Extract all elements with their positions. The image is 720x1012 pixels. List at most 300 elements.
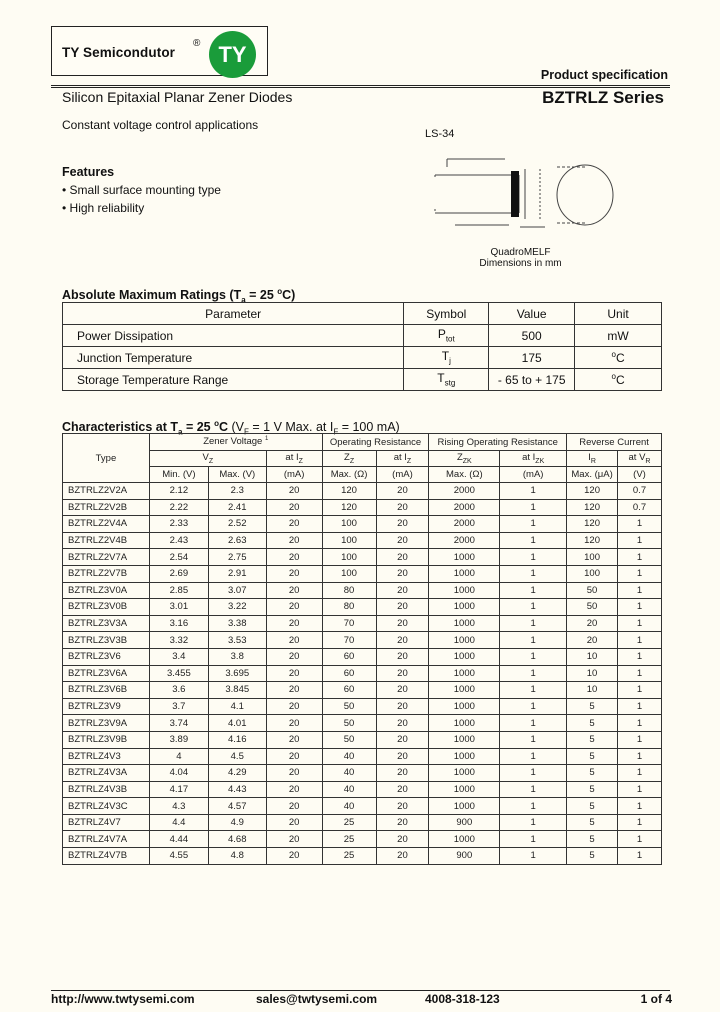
value-cell: 20 [376, 499, 429, 516]
value-cell: 1 [618, 632, 662, 649]
value-cell: 100 [322, 565, 376, 582]
value-cell: 1000 [429, 665, 500, 682]
type-cell: BZTRLZ4V7A [63, 831, 150, 848]
sym-at-iz: at $I_Z$ [266, 451, 322, 467]
value-cell: 1000 [429, 831, 500, 848]
sym-at-iz-2: at $I_Z$ [376, 451, 429, 467]
value-cell: 25 [322, 814, 376, 831]
value-cell: 50 [322, 731, 376, 748]
value-cell: 20 [376, 665, 429, 682]
value-cell: 1 [618, 665, 662, 682]
unit-v: (V) [618, 467, 662, 483]
value-cell: 40 [322, 765, 376, 782]
value-cell: 10 [567, 648, 618, 665]
value-cell: 20 [266, 632, 322, 649]
unit-header-row [63, 467, 662, 483]
value-cell: 3.845 [208, 682, 266, 699]
footer-page-number: 1 of 4 [640, 992, 672, 1006]
value-cell: 20 [376, 731, 429, 748]
value-cell: 3.455 [149, 665, 208, 682]
value-cell: 1000 [429, 582, 500, 599]
table-row [63, 831, 662, 848]
value-cell: 1 [500, 798, 567, 815]
value-cell: 4.44 [149, 831, 208, 848]
value-cell: 50 [322, 715, 376, 732]
value-cell: 20 [266, 781, 322, 798]
value-cell: 3.74 [149, 715, 208, 732]
value-cell: 1 [618, 715, 662, 732]
feature-item: • Small surface mounting type [62, 183, 221, 197]
value-cell: 20 [376, 483, 429, 500]
type-cell: BZTRLZ2V2A [63, 483, 150, 500]
unit-ma: (mA) [500, 467, 567, 483]
value-cell: 10 [567, 682, 618, 699]
value-cell: 20 [376, 814, 429, 831]
value-cell: 20 [266, 565, 322, 582]
value-cell: 900 [429, 848, 500, 865]
value-cell: 20 [266, 798, 322, 815]
sym-ir: $I_R$ [567, 451, 618, 467]
unit-cell: mW [575, 325, 662, 347]
value-cell: 1 [500, 831, 567, 848]
type-cell: BZTRLZ3V6 [63, 648, 150, 665]
value-cell: 1 [618, 648, 662, 665]
value-cell: 20 [266, 532, 322, 549]
value-cell: 1000 [429, 565, 500, 582]
value-cell: 2.12 [149, 483, 208, 500]
type-cell: BZTRLZ2V4A [63, 516, 150, 533]
value-cell: 1000 [429, 748, 500, 765]
col-unit: Unit [575, 303, 662, 325]
value-cell: 4.8 [208, 848, 266, 865]
value-cell: 175 [489, 347, 575, 369]
value-cell: 5 [567, 731, 618, 748]
value-cell: 1 [618, 831, 662, 848]
value-cell: 120 [567, 483, 618, 500]
footer-email[interactable]: sales@twtysemi.com [256, 992, 378, 1006]
series-title: BZTRLZ Series [542, 88, 664, 107]
value-cell: 20 [376, 682, 429, 699]
value-cell: 1 [618, 516, 662, 533]
table-row [63, 499, 662, 516]
value-cell: 20 [376, 615, 429, 632]
value-cell: 100 [567, 565, 618, 582]
value-cell: 2.85 [149, 582, 208, 599]
value-cell: 1 [500, 516, 567, 533]
value-cell: 1000 [429, 798, 500, 815]
value-cell: 1 [618, 565, 662, 582]
col-zener-voltage: Zener Voltage $^1$ [149, 434, 322, 451]
type-cell: BZTRLZ2V2B [63, 499, 150, 516]
value-cell: 120 [322, 483, 376, 500]
value-cell: 2.33 [149, 516, 208, 533]
company-logo: TY [209, 31, 256, 78]
value-cell: 50 [567, 582, 618, 599]
value-cell: 2000 [429, 516, 500, 533]
value-cell: 20 [567, 615, 618, 632]
value-cell: 100 [322, 549, 376, 566]
value-cell: 500 [489, 325, 575, 347]
value-cell: 2.41 [208, 499, 266, 516]
value-cell: 5 [567, 715, 618, 732]
value-cell: 4.01 [208, 715, 266, 732]
value-cell: 20 [376, 798, 429, 815]
type-cell: BZTRLZ4V3 [63, 748, 150, 765]
value-cell: 2.43 [149, 532, 208, 549]
type-cell: BZTRLZ4V3A [63, 765, 150, 782]
value-cell: 50 [567, 599, 618, 616]
table-row [63, 532, 662, 549]
value-cell: 25 [322, 831, 376, 848]
value-cell: 5 [567, 848, 618, 865]
value-cell: 1 [618, 582, 662, 599]
table-row [63, 549, 662, 566]
value-cell: 20 [266, 516, 322, 533]
value-cell: 120 [322, 499, 376, 516]
value-cell: - 65 to + 175 [489, 369, 575, 391]
value-cell: 5 [567, 748, 618, 765]
unit-ma: (mA) [376, 467, 429, 483]
table-row [63, 814, 662, 831]
value-cell: 20 [266, 765, 322, 782]
table-row [63, 765, 662, 782]
value-cell: 1000 [429, 715, 500, 732]
value-cell: 4 [149, 748, 208, 765]
param-cell: Storage Temperature Range [63, 369, 404, 391]
value-cell: 1000 [429, 615, 500, 632]
sym-vz: $V_Z$ [149, 451, 266, 467]
type-cell: BZTRLZ4V7B [63, 848, 150, 865]
value-cell: 60 [322, 665, 376, 682]
value-cell: 20 [266, 715, 322, 732]
value-cell: 20 [376, 781, 429, 798]
value-cell: 2.54 [149, 549, 208, 566]
table-row [63, 599, 662, 616]
value-cell: 100 [322, 516, 376, 533]
value-cell: 1 [500, 814, 567, 831]
value-cell: 1 [618, 615, 662, 632]
value-cell: 60 [322, 682, 376, 699]
value-cell: 20 [266, 682, 322, 699]
doc-subtitle: Constant voltage control applications [62, 118, 259, 132]
value-cell: 4.04 [149, 765, 208, 782]
value-cell: 20 [266, 848, 322, 865]
value-cell: 2.63 [208, 532, 266, 549]
value-cell: 10 [567, 665, 618, 682]
value-cell: 120 [567, 532, 618, 549]
value-cell: 4.16 [208, 731, 266, 748]
feature-item: • High reliability [62, 201, 145, 215]
value-cell: 5 [567, 765, 618, 782]
footer-url[interactable]: http://www.twtysemi.com [51, 992, 195, 1006]
value-cell: 1 [500, 698, 567, 715]
value-cell: 1 [618, 682, 662, 699]
value-cell: 4.1 [208, 698, 266, 715]
table-row [63, 369, 662, 391]
value-cell: 4.4 [149, 814, 208, 831]
value-cell: 1 [500, 748, 567, 765]
value-cell: 1000 [429, 682, 500, 699]
table-row [63, 781, 662, 798]
value-cell: 1 [618, 698, 662, 715]
value-cell: 1 [500, 599, 567, 616]
value-cell: 1 [500, 848, 567, 865]
table-row [63, 715, 662, 732]
type-cell: BZTRLZ3V0B [63, 599, 150, 616]
value-cell: 4.68 [208, 831, 266, 848]
value-cell: 1 [500, 549, 567, 566]
table-row [63, 698, 662, 715]
type-cell: BZTRLZ4V3B [63, 781, 150, 798]
value-cell: 1 [618, 599, 662, 616]
value-cell: 4.17 [149, 781, 208, 798]
value-cell: 40 [322, 798, 376, 815]
ratings-header-row [63, 303, 662, 325]
header-rule [51, 85, 670, 86]
value-cell: 20 [376, 848, 429, 865]
value-cell: 3.89 [149, 731, 208, 748]
type-cell: BZTRLZ2V4B [63, 532, 150, 549]
value-cell: 1 [618, 748, 662, 765]
value-cell: 5 [567, 698, 618, 715]
value-cell: 1000 [429, 549, 500, 566]
type-cell: BZTRLZ3V9 [63, 698, 150, 715]
type-cell: BZTRLZ4V3C [63, 798, 150, 815]
value-cell: 20 [266, 748, 322, 765]
value-cell: 4.57 [208, 798, 266, 815]
value-cell: 40 [322, 781, 376, 798]
value-cell: 60 [322, 648, 376, 665]
value-cell: 20 [376, 831, 429, 848]
value-cell: 2.22 [149, 499, 208, 516]
value-cell: 1000 [429, 765, 500, 782]
value-cell: 4.5 [208, 748, 266, 765]
unit-max-v: Max. (V) [208, 467, 266, 483]
value-cell: 2.75 [208, 549, 266, 566]
value-cell: 1 [500, 499, 567, 516]
value-cell: 20 [266, 549, 322, 566]
value-cell: 3.22 [208, 599, 266, 616]
sym-zz: $Z_Z$ [322, 451, 376, 467]
value-cell: 1 [500, 615, 567, 632]
value-cell: 20 [376, 599, 429, 616]
value-cell: 20 [266, 648, 322, 665]
table-row [63, 615, 662, 632]
value-cell: 1 [500, 483, 567, 500]
unit-min-v: Min. (V) [149, 467, 208, 483]
value-cell: 80 [322, 599, 376, 616]
table-row [63, 325, 662, 347]
type-cell: BZTRLZ3V0A [63, 582, 150, 599]
value-cell: 3.6 [149, 682, 208, 699]
param-cell: Power Dissipation [63, 325, 404, 347]
unit-max-ua: Max. (μA) [567, 467, 618, 483]
col-parameter: Parameter [63, 303, 404, 325]
value-cell: 4.9 [208, 814, 266, 831]
value-cell: 120 [567, 499, 618, 516]
value-cell: 20 [376, 516, 429, 533]
characteristics-heading: Characteristics at $T_a = 25$ $^o$C ($V_F = 1$ V Max. at $I_F = 100$ mA) [62, 419, 400, 437]
value-cell: 3.32 [149, 632, 208, 649]
value-cell: 1000 [429, 599, 500, 616]
value-cell: 1000 [429, 781, 500, 798]
characteristics-table [62, 433, 662, 865]
value-cell: 2000 [429, 483, 500, 500]
value-cell: 100 [322, 532, 376, 549]
sym-zzk: $Z_{ZK}$ [429, 451, 500, 467]
value-cell: 20 [266, 483, 322, 500]
value-cell: 1 [618, 814, 662, 831]
table-row [63, 798, 662, 815]
table-row [63, 648, 662, 665]
value-cell: 4.29 [208, 765, 266, 782]
table-row [63, 848, 662, 865]
ratings-table [62, 302, 662, 391]
value-cell: 20 [266, 698, 322, 715]
features-heading: Features [62, 165, 115, 179]
value-cell: 1 [618, 765, 662, 782]
group-header-row [63, 434, 662, 451]
table-row [63, 582, 662, 599]
value-cell: 120 [567, 516, 618, 533]
type-cell: BZTRLZ3V3B [63, 632, 150, 649]
value-cell: 40 [322, 748, 376, 765]
symbol-cell: $T_{stg}$ [404, 369, 489, 391]
table-row [63, 682, 662, 699]
unit-cell: $^o$C [575, 347, 662, 369]
value-cell: 20 [266, 599, 322, 616]
value-cell: 20 [376, 648, 429, 665]
type-cell: BZTRLZ4V7 [63, 814, 150, 831]
value-cell: 1 [618, 532, 662, 549]
value-cell: 1 [618, 798, 662, 815]
value-cell: 1 [500, 665, 567, 682]
col-value: Value [489, 303, 575, 325]
value-cell: 1000 [429, 632, 500, 649]
value-cell: 4.3 [149, 798, 208, 815]
value-cell: 100 [567, 549, 618, 566]
value-cell: 2.69 [149, 565, 208, 582]
type-cell: BZTRLZ3V6B [63, 682, 150, 699]
value-cell: 0.7 [618, 499, 662, 516]
value-cell: 1000 [429, 648, 500, 665]
value-cell: 50 [322, 698, 376, 715]
symbol-header-row [63, 451, 662, 467]
value-cell: 1 [500, 731, 567, 748]
value-cell: 1 [500, 715, 567, 732]
value-cell: 80 [322, 582, 376, 599]
type-cell: BZTRLZ3V9A [63, 715, 150, 732]
value-cell: 20 [376, 532, 429, 549]
sym-at-vr: at $V_R$ [618, 451, 662, 467]
unit-max-ohm: Max. (Ω) [322, 467, 376, 483]
col-rising-operating-resistance: Rising Operating Resistance [429, 434, 567, 451]
type-cell: BZTRLZ2V7A [63, 549, 150, 566]
value-cell: 1000 [429, 731, 500, 748]
type-cell: BZTRLZ3V3A [63, 615, 150, 632]
sym-at-izk: at $I_{ZK}$ [500, 451, 567, 467]
value-cell: 20 [376, 698, 429, 715]
value-cell: 5 [567, 798, 618, 815]
table-row [63, 731, 662, 748]
value-cell: 1 [500, 532, 567, 549]
table-row [63, 483, 662, 500]
type-cell: BZTRLZ2V7B [63, 565, 150, 582]
package-drawing [425, 155, 625, 245]
ratings-heading: Absolute Maximum Ratings ($T_a = 25$ $^o$C) [62, 287, 296, 305]
value-cell: 20 [567, 632, 618, 649]
value-cell: 20 [266, 731, 322, 748]
symbol-cell: $T_j$ [404, 347, 489, 369]
value-cell: 1000 [429, 698, 500, 715]
cathode-band [511, 171, 519, 217]
unit-ma: (mA) [266, 467, 322, 483]
symbol-cell: $P_{tot}$ [404, 325, 489, 347]
value-cell: 4.43 [208, 781, 266, 798]
value-cell: 20 [266, 499, 322, 516]
table-row [63, 347, 662, 369]
table-row [63, 565, 662, 582]
value-cell: 1 [500, 765, 567, 782]
value-cell: 20 [376, 632, 429, 649]
value-cell: 2.52 [208, 516, 266, 533]
col-symbol: Symbol [404, 303, 489, 325]
value-cell: 20 [376, 582, 429, 599]
unit-max-ohm: Max. (Ω) [429, 467, 500, 483]
value-cell: 3.8 [208, 648, 266, 665]
value-cell: 1 [618, 549, 662, 566]
value-cell: 2.91 [208, 565, 266, 582]
param-cell: Junction Temperature [63, 347, 404, 369]
company-name: TY Semicondutor [62, 45, 176, 60]
value-cell: 1 [618, 781, 662, 798]
footer-phone: 4008-318-123 [425, 992, 500, 1006]
value-cell: 3.16 [149, 615, 208, 632]
value-cell: 3.695 [208, 665, 266, 682]
value-cell: 1 [500, 648, 567, 665]
value-cell: 2000 [429, 499, 500, 516]
value-cell: 20 [376, 765, 429, 782]
value-cell: 3.01 [149, 599, 208, 616]
value-cell: 3.53 [208, 632, 266, 649]
value-cell: 3.07 [208, 582, 266, 599]
registered-mark: ® [193, 38, 201, 49]
value-cell: 0.7 [618, 483, 662, 500]
value-cell: 1 [618, 848, 662, 865]
value-cell: 20 [376, 748, 429, 765]
product-spec-label: Product specification [540, 68, 668, 82]
package-label: LS-34 [425, 128, 455, 140]
value-cell: 2.3 [208, 483, 266, 500]
value-cell: 70 [322, 632, 376, 649]
col-type: Type [63, 434, 150, 483]
doc-title: Silicon Epitaxial Planar Zener Diodes [62, 89, 293, 105]
value-cell: 20 [266, 582, 322, 599]
value-cell: 5 [567, 831, 618, 848]
footer-rule [51, 990, 670, 991]
package-dimensions-note: Dimensions in mm [479, 258, 562, 269]
table-row [63, 748, 662, 765]
value-cell: 20 [266, 831, 322, 848]
value-cell: 20 [376, 715, 429, 732]
value-cell: 70 [322, 615, 376, 632]
value-cell: 1 [500, 582, 567, 599]
table-row [63, 632, 662, 649]
value-cell: 1 [500, 565, 567, 582]
value-cell: 900 [429, 814, 500, 831]
value-cell: 20 [266, 814, 322, 831]
value-cell: 3.7 [149, 698, 208, 715]
